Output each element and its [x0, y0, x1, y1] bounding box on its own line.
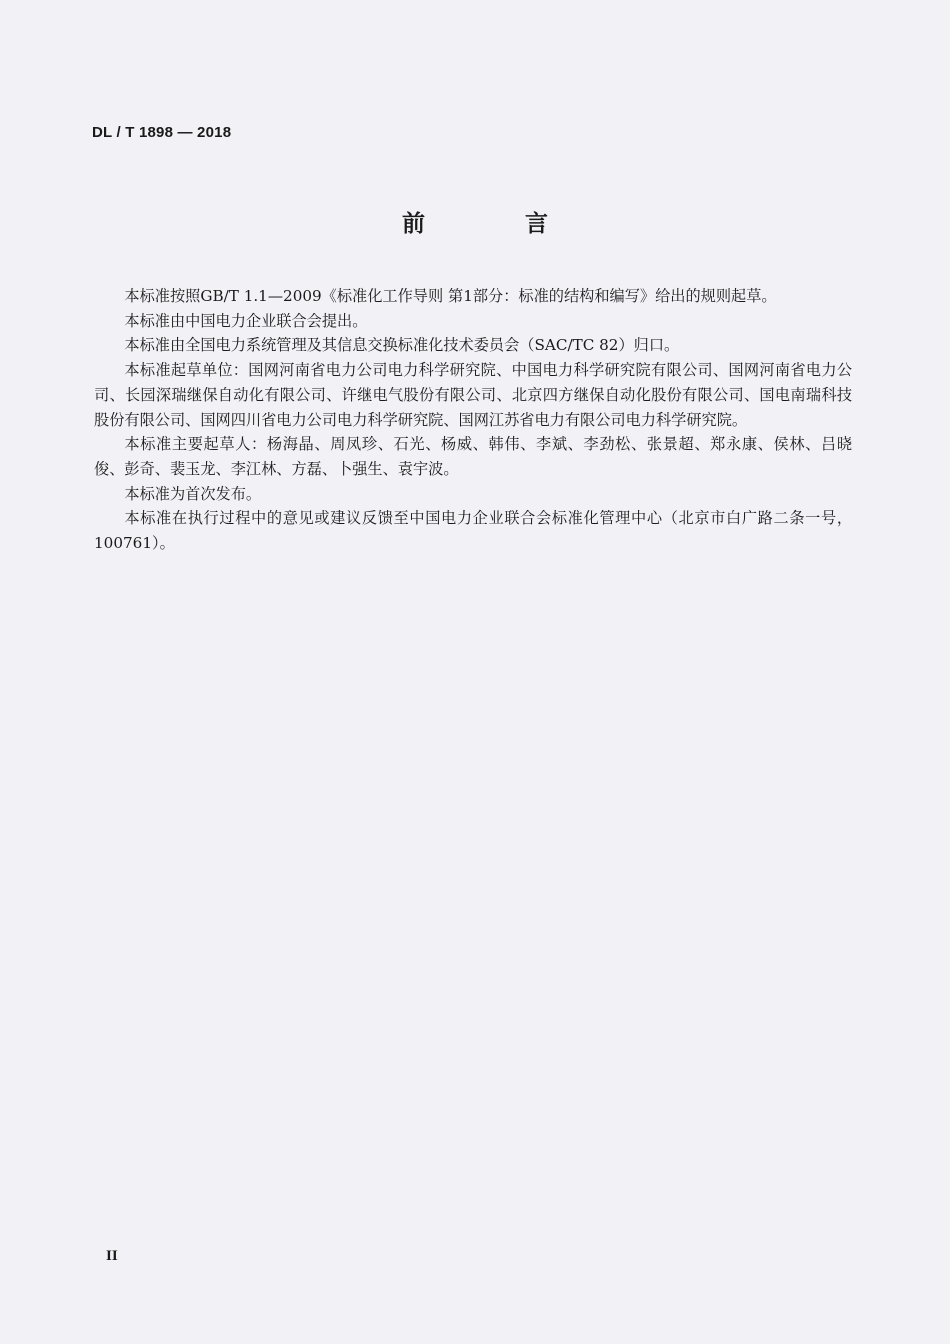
foreword-body: [94, 284, 852, 556]
paragraph-first-release: 本标准为首次发布。: [124, 484, 262, 503]
page-number: II: [106, 1248, 118, 1264]
standard-code: DL / T 1898 — 2018: [92, 124, 232, 141]
paragraph-main-drafters: 本标准主要起草人：杨海晶、周凤珍、石光、杨威、韩伟、李斌、李劲松、张景超、郑永康、侯林、吕晓俊、彭奇、裴玉龙、李江林、方磊、卜强生、袁宇波。: [94, 435, 852, 478]
paragraph-drafting-rules: 本标准按照GB/T 1.1—2009《标准化工作导则 第1部分：标准的结构和编写》给出的规则起草。: [124, 287, 777, 305]
paragraph-feedback-contact: 本标准在执行过程中的意见或建议反馈至中国电力企业联合会标准化管理中心（北京市白广路二条一号，100761）。: [94, 509, 852, 553]
section-title-foreword: 前 言: [401, 211, 594, 237]
paragraph-technical-committee: 本标准由全国电力系统管理及其信息交换标准化技术委员会（SAC/TC 82）归口。: [124, 336, 680, 355]
paragraph-drafting-units: 本标准起草单位：国网河南省电力公司电力科学研究院、中国电力科学研究院有限公司、国网河南省电力公司、长园深瑞继保自动化有限公司、许继电气股份有限公司、北京四方继保自动化股份有限公司、国电南瑞科技股份有限公司、国网四川省电力公司电力科学研究院、国网江苏省电力有限公司电力科学研究院。: [94, 361, 852, 429]
paragraph-proposer: 本标准由中国电力企业联合会提出。: [124, 311, 368, 330]
